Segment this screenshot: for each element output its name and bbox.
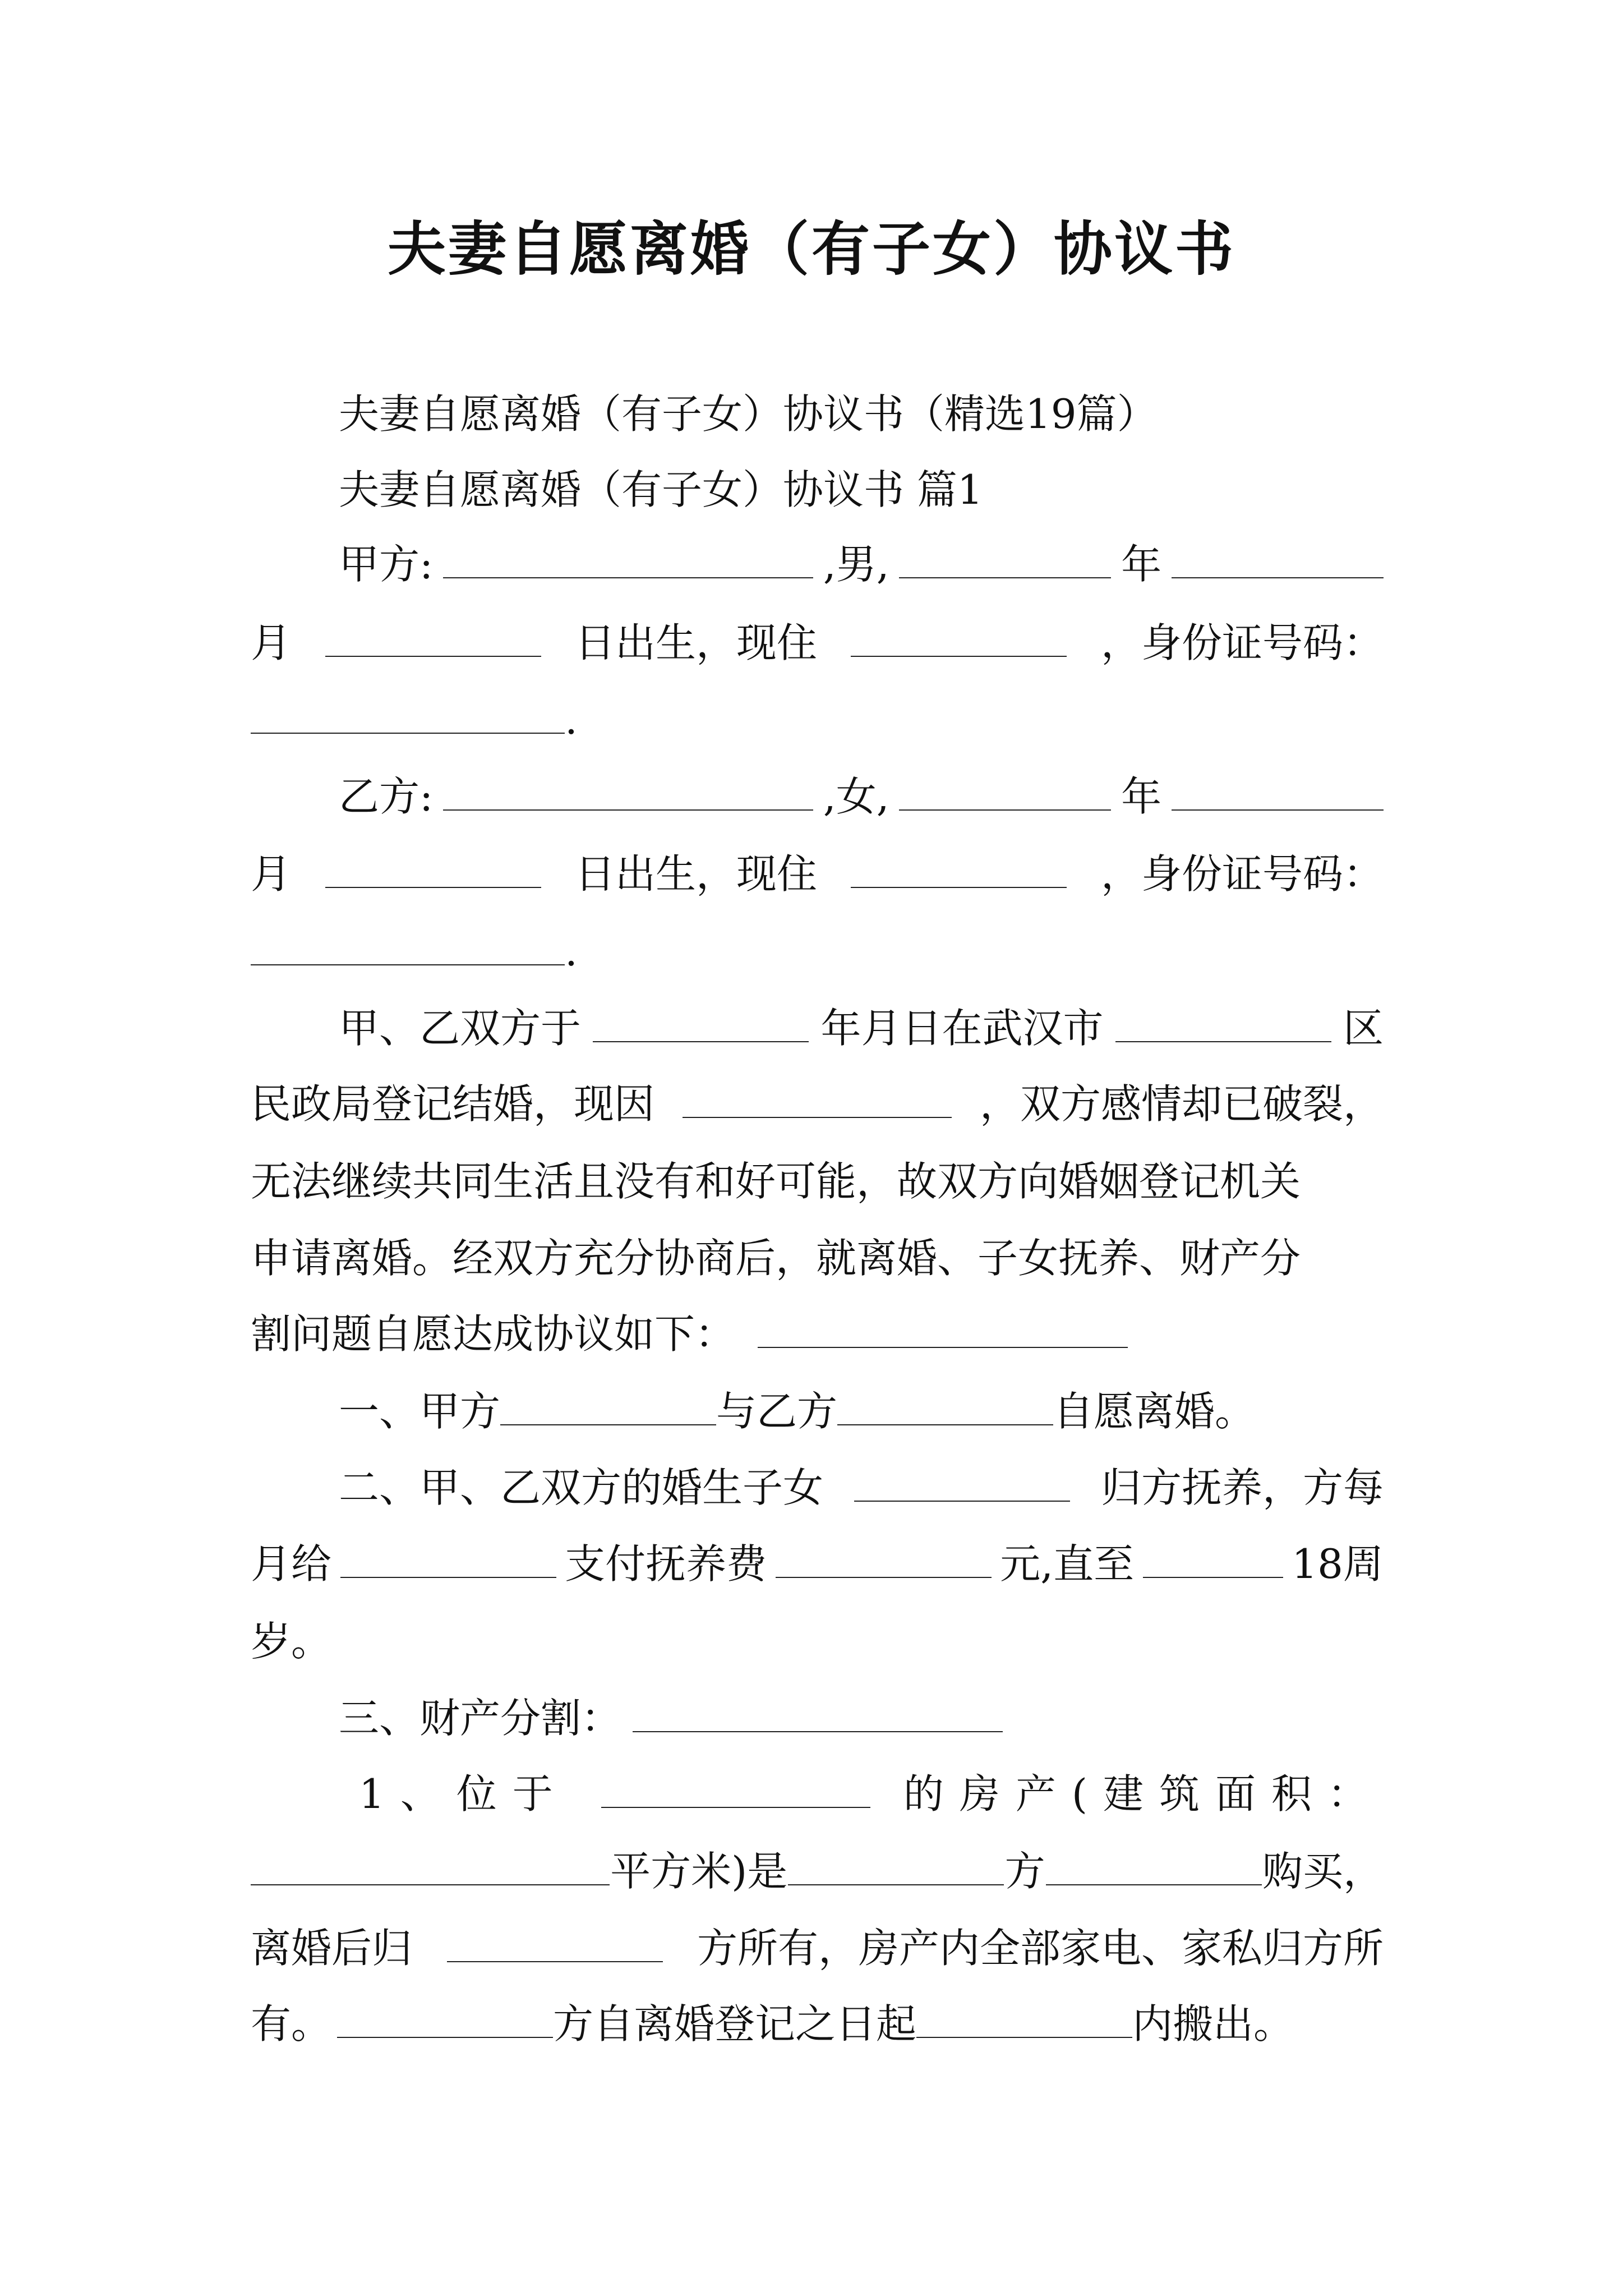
party-b-month-label: 月 [251,850,292,898]
clause-3-deadline-blank [916,1998,1132,2038]
party-a-address-blank [851,616,1067,657]
clause-3-item-1 [359,1767,1384,1821]
party-b-id-label: ，身份证号码： [1100,850,1384,898]
clause-3-i2-a: 平方米)是 [610,1848,788,1895]
clause-2-line-3: 岁。 [251,1618,332,1665]
party-a-year-blank [899,538,1111,578]
document-subtitle: 夫妻自愿离婚（有子女）协议书（精选19篇） [339,390,1158,438]
clause-1 [339,1384,1384,1438]
clause-3-i4-c: 内搬出。 [1132,2000,1294,2047]
clause-3-purchase-blank [1046,1845,1262,1885]
clause-3-i1-b: 的房产(建筑面积： [903,1770,1384,1818]
party-b-id-blank [251,925,565,965]
clause-2-a: 二、甲、乙双方的婚生子女 [339,1464,824,1511]
party-a-id-blank [251,693,565,734]
clause-2-until-blank [1143,1538,1283,1578]
clause-3-item-3 [251,1921,1384,1975]
party-b-line-3 [251,924,1384,978]
clause-1-c: 自愿离婚。 [1053,1388,1256,1435]
document-title: 夫妻自愿离婚（有子女）协议书 [387,214,1235,283]
party-b-birth-label: 日出生，现住 [574,850,817,898]
party-b-month-blank [1172,770,1384,811]
marriage-line-5 [251,1307,1384,1361]
party-a-gender: ,男, [823,541,889,588]
marriage-text-2b: ，双方感情却已破裂， [979,1080,1384,1128]
party-a-month-label: 月 [251,619,292,666]
party-a-year-label: 年 [1121,541,1162,588]
party-a-line-1 [339,537,1384,591]
clause-2-line-1 [339,1461,1384,1515]
party-b-label: 乙方: [339,773,434,820]
clause-3-i2-b: 方 [1004,1848,1045,1895]
party-a-end: . [565,696,578,743]
clause-3-i3-b: 方所有，房产内全部家电、家私归方所 [697,1925,1384,1972]
party-b-line-2 [251,847,1384,901]
party-a-id-label: ，身份证号码： [1100,619,1384,666]
clause-1-a: 一、甲方 [339,1388,501,1435]
section-heading: 夫妻自愿离婚（有子女）协议书 篇1 [339,466,983,513]
marriage-line-4: 申请离婚。经双方充分协商后，就离婚、子女抚养、财产分 [251,1235,1301,1282]
clause-3-i3-a: 离婚后归 [251,1925,413,1972]
party-a-month-blank [1172,538,1384,578]
marriage-district-blank [1115,1002,1331,1042]
clause-3-i1-a: 1、位于 [359,1770,569,1818]
marriage-text-1b: 年月日在武汉市 [820,1005,1104,1052]
party-b-address-blank [851,848,1067,888]
party-a-birth-label: 日出生，现住 [574,619,817,666]
party-a-day-blank [325,616,541,657]
agreement-blank [758,1308,1128,1348]
marriage-line-3: 无法继续共同生活且没有和好可能，故双方向婚姻登记机关 [251,1158,1301,1205]
party-b-name-blank [443,770,813,811]
clause-1-party-a-blank [500,1385,716,1425]
marriage-text-2a: 民政局登记结婚，现因 [251,1080,655,1128]
clause-3-area-blank [251,1845,610,1885]
marriage-text-1a: 甲、乙双方于 [339,1005,582,1052]
party-a-line-3 [251,693,1384,747]
clause-3-i4-a: 有。 [251,2000,332,2047]
clause-2-line-2 [251,1537,1384,1591]
marriage-line-1 [339,1001,1384,1055]
clause-3-i2-c: 购买， [1262,1848,1384,1895]
marriage-text-5: 割问题自愿达成协议如下： [251,1310,736,1358]
clause-3-heading-blank [633,1692,1003,1732]
party-b-line-1 [339,770,1384,823]
party-a-name-blank [443,538,813,578]
clause-2-e: 元,直至 [1000,1540,1135,1588]
marriage-date-blank [593,1002,809,1042]
clause-2-f: 18周 [1292,1540,1384,1588]
clause-1-b: 与乙方 [716,1388,838,1435]
party-a-label: 甲方: [339,541,434,588]
clause-1-party-b-blank [837,1385,1053,1425]
party-b-year-label: 年 [1121,773,1162,820]
clause-2-child-blank [854,1461,1070,1502]
clause-3-i4-b: 方自离婚登记之日起 [553,2000,917,2047]
clause-2-amount-blank [776,1538,992,1578]
marriage-reason-blank [683,1078,952,1118]
clause-2-d: 支付抚养费 [565,1540,767,1588]
clause-2-payee-blank [340,1538,556,1578]
clause-3-owner-blank [447,1922,663,1962]
clause-3-location-blank [601,1768,870,1808]
party-b-day-blank [325,848,541,888]
party-a-line-2 [251,616,1384,670]
clause-2-c: 月给 [251,1540,332,1588]
clause-3-item-2 [251,1844,1384,1898]
party-b-year-blank [899,770,1111,811]
clause-3-buyer-blank [788,1845,1004,1885]
clause-2-b: 归方抚养，方每 [1100,1464,1384,1511]
clause-3-heading [339,1691,1384,1745]
party-b-gender: ,女, [823,773,889,820]
marriage-text-1c: 区 [1343,1005,1384,1052]
party-b-end: . [565,928,578,975]
clause-3-heading-text: 三、财产分割： [339,1695,622,1742]
clause-3-mover-blank [337,1998,553,2038]
marriage-line-2 [251,1077,1384,1131]
clause-3-item-4 [251,1997,1384,2051]
